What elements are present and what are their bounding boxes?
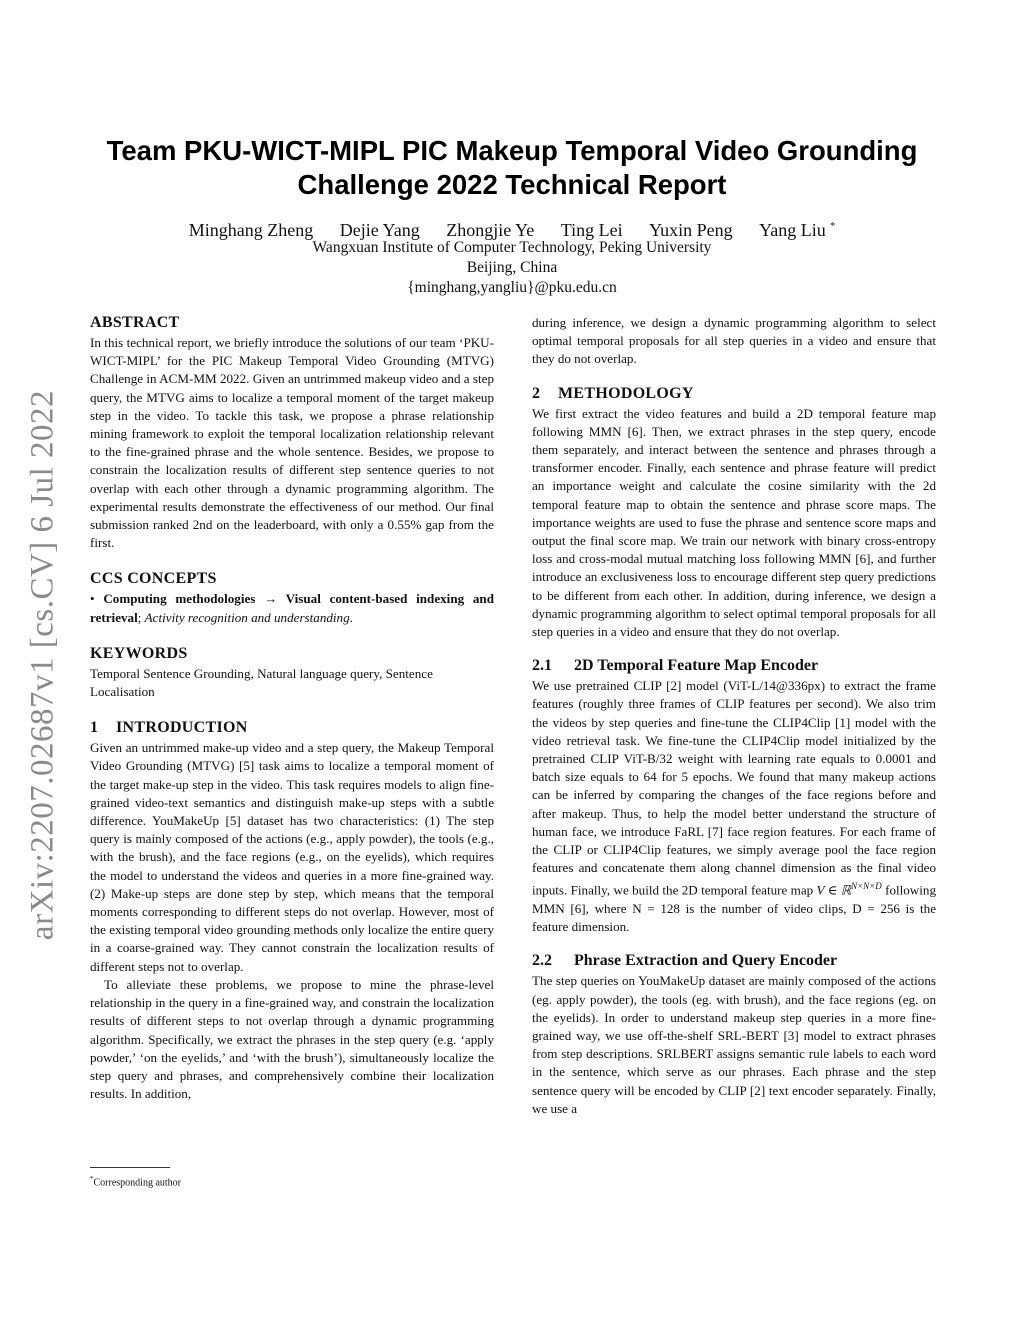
- methodology-text: We first extract the video features and build a 2D temporal feature map following MMN [6]. Then, we extract phrases in the step query, encode them separately, and interact between the sentence and phrases through a transformer encoder. Finally, each sentence and phrase feature will predict an importance weight and calculate the cosine similarity with the 2d temporal feature map to obtain the sentence and phrase score maps. The importance weights are used to fuse the phrase and sentence score maps and output the final score map. We train our network with binary cross-entropy loss and cross-modal mutual matching loss following MMN [6], and further introduce an exclusiveness loss to encourage different step query predictions to be different from each other. In addition, during inference, we design a dynamic programming algorithm to select optimal temporal proposals for all step queries in a video and ensure that they do not overlap.: [532, 405, 936, 640]
- subsection-2-1-text: [532, 677, 936, 936]
- subsection-2-1-heading: [532, 655, 936, 677]
- title-line-2: Challenge 2022 Technical Report: [297, 169, 727, 200]
- left-column: [90, 312, 494, 1103]
- ccs-end: .: [349, 609, 353, 625]
- author-name: Ting Lei: [560, 220, 623, 240]
- subsection-number: 2.1: [532, 657, 552, 675]
- arxiv-identifier-text: arXiv:2207.02687v1 [cs.CV] 6 Jul 2022: [24, 389, 61, 941]
- intro-heading: [90, 717, 494, 739]
- section-number: 1: [90, 719, 99, 737]
- intro-paragraph-2: To alleviate these problems, we propose to mine the phrase-level relationship in the query in a fine-grained way, and constrain the localization results of different steps to not overlap through a dynamic programming algorithm. Specifically, we extract the phrases in the step query (e.g. ‘apply powder,’ ‘on the eyelids,’ and ‘with the brush’), simultaneously localize the step query and phrases, and comprehensively combine their localization results. In addition,: [90, 976, 494, 1102]
- bullet: •: [90, 591, 95, 607]
- intro-paragraph-1: Given an untrimmed make-up video and a step query, the Makeup Temporal Video Grounding (MTVG) [5] task aims to localize a temporal moment of the target make-up step in the video. This task requires models to align fine-grained video-text semantics and distinguish make-up steps with a subtle difference. YouMakeUp [5] dataset has two characteristics: (1) The step query is mainly composed of the actions (e.g., apply powder), the tools (e.g., with the brush), and the face regions (e.g., on the eyelids), which requires the model to understand the videos and queries in a more fine-grained way. (2) Make-up steps are done step by step, which means that the temporal moments corresponding to different steps do not overlap. However, most of the existing temporal video grounding methods only localize the entire query in a coarse-grained way. They cannot constrain the localization results of different steps not to overlap.: [90, 740, 494, 974]
- footnote-text: Corresponding author: [93, 1177, 181, 1189]
- author-name: Yang Liu: [759, 220, 826, 240]
- section-title: METHODOLOGY: [558, 384, 694, 402]
- author-name: Dejie Yang: [339, 220, 420, 240]
- author-name: Minghang Zheng: [188, 220, 314, 240]
- intro-continuation: during inference, we design a dynamic programming algorithm to select optimal temporal proposals for all step queries in a video and ensure that they do not overlap.: [532, 315, 936, 367]
- subsection-2-2-text: The step queries on YouMakeUp dataset are mainly composed of the actions (eg. apply powder), the tools (eg. with brush), and the face regions (eg. on the eyelids). In order to understand makeup step queries in a more fine-grained way, we use off-the-shelf SRL-BERT [3] model to extract phrases from step descriptions. SRLBERT assigns semantic rule labels to each word in the sentence, which serve as our phrases. Each phrase and the step sentence query will be encoded by CLIP [2] text encoder separately. Finally, we use a: [532, 973, 936, 1116]
- subsection-2-1-body: We use pretrained CLIP [2] model (ViT-L/14@336px) to extract the frame features (roughly three frames of CLIP features per second). We also trim the videos by step queries and fine-tune the CLIP4Clip [1] model with the video retrieval task. We fine-tune the CLIP4Clip model initialized by the pretrained CLIP ViT-B/32 weight with learning rate equals to 0.0001 and batch size equals to 64 for 5 epochs. We found that many makeup actions can be inferred by comparing the changes of the face regions before and after makeup. Thus, to help the model better understand the structure of human face, we introduce FaRL [7] face region features. For each frame of the CLIP or CLIP4Clip features, we simply average pool the face region features and concatenate them along channel dimension as the final video inputs. Finally, we build the 2D temporal feature map: [532, 678, 936, 898]
- location: Beijing, China: [466, 259, 558, 276]
- right-column: [532, 314, 936, 1118]
- ccs-separator: ;: [137, 609, 145, 625]
- math-superscript: N×N×D: [851, 881, 882, 892]
- subsection-2-2-heading: [532, 950, 936, 972]
- section-number: 2: [532, 384, 541, 402]
- keywords-heading: KEYWORDS: [90, 644, 188, 662]
- subsection-number: 2.2: [532, 952, 552, 970]
- email: {minghang,yangliu}@pku.edu.cn: [407, 279, 617, 296]
- subsection-title: Phrase Extraction and Query Encoder: [574, 952, 838, 970]
- subsection-title: 2D Temporal Feature Map Encoder: [574, 657, 819, 675]
- arxiv-identifier-stamp: [18, 370, 68, 960]
- ccs-text: [90, 590, 494, 626]
- author-name-corresponding: [759, 220, 835, 240]
- section-title: INTRODUCTION: [116, 719, 248, 737]
- ccs-concept-italic: Activity recognition and understanding: [144, 609, 350, 625]
- paper-title: [80, 134, 944, 202]
- ccs-concept-bold: Computing methodologies → Visual content-based indexing and retrieval: [90, 591, 494, 625]
- methodology-heading: [532, 383, 936, 405]
- abstract-text: In this technical report, we briefly introduce the solutions of our team ‘PKU-WICT-MIPL’ for the PIC Makeup Temporal Video Grounding (MTVG) Challenge in ACM-MM 2022. Given an untrimmed makeup video and a step query, the MTVG aims to localize a temporal moment of the target makeup step in the video. To tackle this task, we propose a phrase relationship mining framework to exploit the temporal localization relationship relevant to the fine-grained phrase and the whole sentence. Besides, we propose to constrain the localization results of different step sentence queries to not overlap with each other through a dynamic programming algorithm. The experimental results demonstrate the effectiveness of our method. Our final submission ranked 2nd on the leaderboard, with only a 0.55% gap from the first.: [90, 335, 494, 551]
- subsection-2-1-tail: following MMN [6], where N = 128 is the number of video clips, D = 256 is the feature dimension.: [532, 882, 936, 935]
- author-name: Yuxin Peng: [649, 220, 733, 240]
- corresponding-author-mark: *: [830, 221, 836, 232]
- author-name: Zhongjie Ye: [446, 220, 535, 240]
- abstract-heading: ABSTRACT: [90, 314, 180, 331]
- footnote: [90, 1173, 181, 1189]
- title-line-1: Team PKU-WICT-MIPL PIC Makeup Temporal Video Grounding: [106, 135, 918, 166]
- affiliation: Wangxuan Institute of Computer Technology, Peking University: [312, 239, 712, 256]
- footnote-rule: [90, 1167, 170, 1168]
- footnote-mark: *: [90, 1175, 94, 1183]
- math-expression: V ∈ ℝ: [816, 882, 852, 898]
- keywords-text: Temporal Sentence Grounding, Natural language query, Sentence Localisation: [90, 665, 433, 700]
- ccs-heading: CCS CONCEPTS: [90, 570, 217, 588]
